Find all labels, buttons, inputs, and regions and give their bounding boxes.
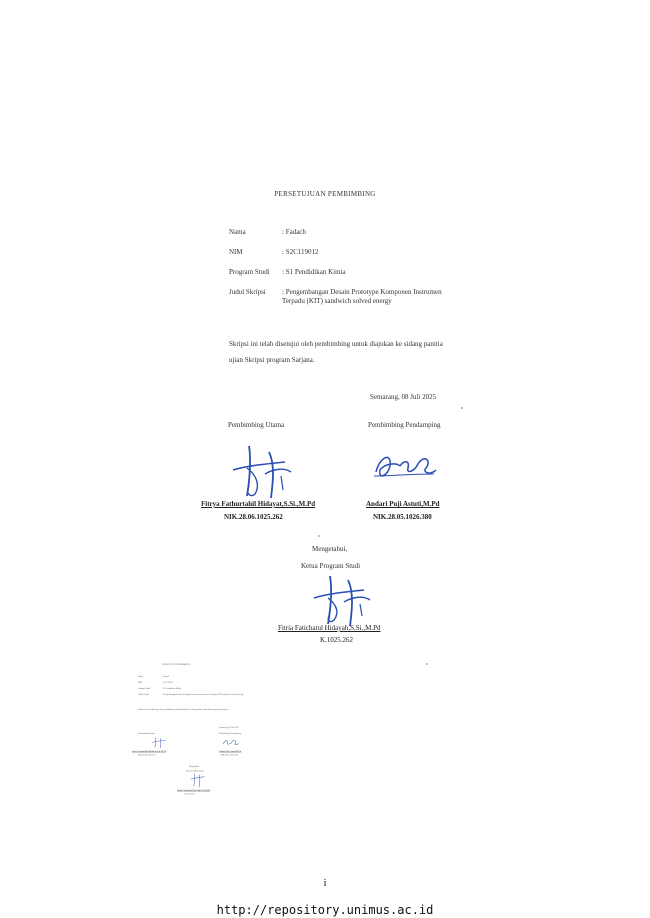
thumb-title: PERSETUJUAN PEMBIMBING <box>162 663 191 666</box>
approval-label: Mengetahui, <box>312 545 348 553</box>
co-advisor-name: Andari Puji Astuti,M.Pd <box>366 500 440 508</box>
thumb-field: Program Studi <box>138 687 151 690</box>
thumb-main-name: Fitrya Fathurtahil Hidayat,S.Si.,M.Pd <box>132 750 167 753</box>
main-advisor-role: Pembimbing Utama <box>228 421 285 429</box>
scan-speck <box>426 663 428 665</box>
main-advisor-signature <box>225 438 305 503</box>
head-of-program-signature <box>308 570 378 630</box>
thumb-head-signature <box>189 773 207 788</box>
thumb-approval-role: Ketua Program Studi <box>186 769 204 772</box>
thumb-field-value: : Pengembangan Desain Prototype Komponen Instrumen Terpadu (KIT) sandwich solved energy <box>162 693 244 696</box>
thumb-co-signature <box>222 738 240 747</box>
info-label: NIM <box>229 248 243 256</box>
info-row-program <box>229 268 459 277</box>
page-thumbnail <box>132 660 282 810</box>
scan-speck <box>318 535 320 537</box>
thumb-place-date: Semarang, 08 Juli 2025 <box>219 726 239 729</box>
thumb-main-signature <box>150 737 168 749</box>
info-label: Judul Skripsi <box>229 288 266 296</box>
page-number: i <box>323 878 327 889</box>
document-title: PERSETUJUAN PEMBIMBING <box>274 190 376 198</box>
thumb-approval-label: Mengetahui, <box>189 765 200 768</box>
head-of-program-name: Fitria Fatichatul Hidayah,S.Si.,M.Pd <box>278 624 381 632</box>
thumb-main-id: NIK.28.06.1025.262 <box>138 753 156 756</box>
thumb-field: Nama <box>138 675 144 678</box>
scan-speck <box>461 407 463 409</box>
main-advisor-id: NIK.28.06.1025.262 <box>224 513 283 521</box>
main-advisor-name: Fitrya Fathurtahil Hidayat,S.Si.,M.Pd <box>201 500 316 508</box>
info-row-nim <box>229 248 459 257</box>
head-of-program-id: K.1025.262 <box>320 636 354 644</box>
co-advisor-role: Pembimbing Pendamping <box>368 421 441 429</box>
approval-role: Ketua Program Studi <box>301 562 361 570</box>
thumb-main-role: Pembimbing Utama <box>138 732 155 735</box>
info-value: : S1 Pendidikan Kimia <box>282 268 346 276</box>
approval-paragraph: Skripsi ini telah disetujui oleh pembimbing untuk diajukan ke sidang panitia ujian Skripsi program Sarjana. <box>229 340 443 364</box>
info-value: : S2C119012 <box>282 248 319 256</box>
student-info <box>229 228 459 317</box>
thumb-paragraph: Skripsi ini telah disetujui oleh pembimbing untuk diajukan ke sidang panitia ujian Skripsi program Sarjana. <box>138 708 229 711</box>
info-value: : Fadach <box>282 228 306 236</box>
co-advisor-signature <box>370 446 440 486</box>
thumb-co-role: Pembimbing Pendamping <box>219 732 241 735</box>
thumb-co-id: NIK.28.05.1026.380 <box>220 753 238 756</box>
thumb-field: NIM <box>138 681 143 684</box>
thumb-head-name: Fitria Fatichatul Hidayah,S.Si.,M.Pd <box>177 789 211 792</box>
thumb-field-value: : S2C119012 <box>162 681 173 684</box>
thumb-field-value: : Fadach <box>162 675 170 678</box>
thumb-field: Judul Skripsi <box>138 693 150 696</box>
info-row-name <box>229 228 459 237</box>
info-label: Program Studi <box>229 268 270 276</box>
co-advisor-id: NIK.28.05.1026.380 <box>373 513 432 521</box>
info-value: : Pengembangan Desain Prototype Komponen Instrumen Terpadu (KIT) sandwich solved energy <box>282 288 442 305</box>
footer-url[interactable]: http://repository.unimus.ac.id <box>216 903 434 917</box>
thumb-co-name: Andari Puji Astuti,M.Pd <box>219 750 242 753</box>
info-row-title <box>229 288 459 306</box>
info-label: Nama <box>229 228 246 236</box>
place-date: Semarang, 08 Juli 2025 <box>370 393 437 401</box>
thumb-head-id: K.1025.262 <box>184 792 195 795</box>
thumb-field-value: : S1 Pendidikan Kimia <box>162 687 182 690</box>
